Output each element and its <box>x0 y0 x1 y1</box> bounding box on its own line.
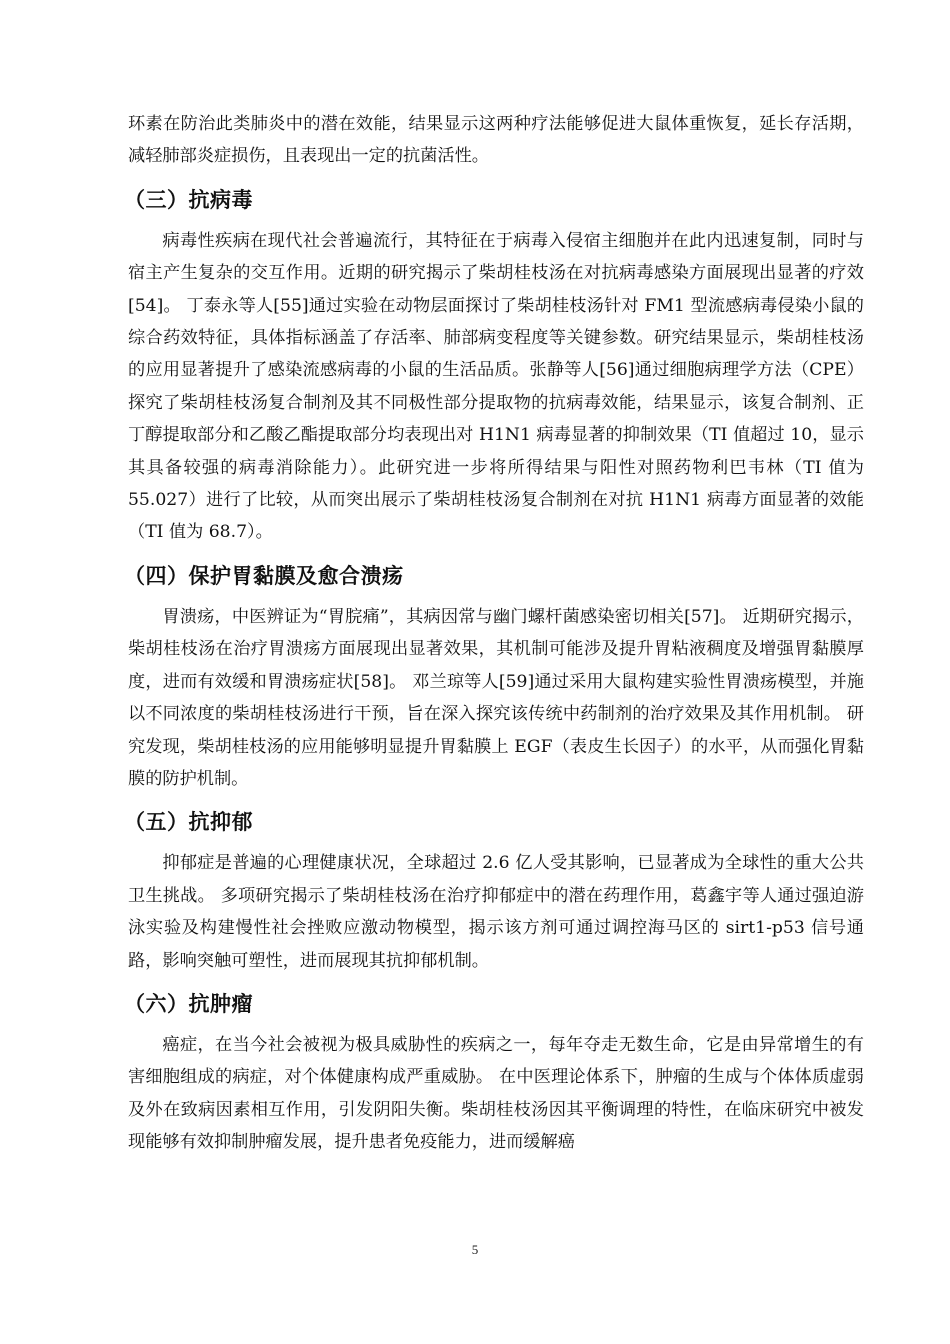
section-heading-antidepressant: （五）抗抑郁 <box>124 810 253 835</box>
section-body-antidepressant: 抑郁症是普遍的心理健康状况，全球超过 2.6 亿人受其影响，已显著成为全球性的重大公共卫生挑战。 多项研究揭示了柴胡桂枝汤在治疗抑郁症中的潜在药理作用，葛鑫宇等人通过强迫游泳实验及构建慢性社会挫败应激动物模型，揭示该方剂可通过调控海马区的 sirt1-p53 信号通路，影响突触可塑性，进而展现其抗抑郁机制。 <box>128 853 864 971</box>
page-content <box>124 108 864 1159</box>
continuation-paragraph: 环素在防治此类肺炎中的潜在效能，结果显示这两种疗法能够促进大鼠体重恢复，延长存活期，减轻肺部炎症损伤，且表现出一定的抗菌活性。 <box>128 114 864 167</box>
section-heading-antitumor: （六）抗肿瘤 <box>124 991 253 1016</box>
section-body-antiviral: 病毒性疾病在现代社会普遍流行，其特征在于病毒入侵宿主细胞并在此内迅速复制，同时与宿主产生复杂的交互作用。近期的研究揭示了柴胡桂枝汤在对抗病毒感染方面展现出显著的疗效[54]。 丁泰永等人[55]通过实验在动物层面探讨了柴胡桂枝汤针对 FM1 型流感病毒侵染小鼠的综合药效特征，具体指标涵盖了存活率、肺部病变程度等关键参数。研究结果显示，柴胡桂枝汤的应用显著提升了感染流感病毒的小鼠的生活品质。张静等人[56]通过细胞病理学方法（CPE）探究了柴胡桂枝汤复合制剂及其不同极性部分提取物的抗病毒效能，结果显示，该复合制剂、正丁醇提取部分和乙酸乙酯提取部分均表现出对 H1N1 病毒显著的抑制效果（TI 值超过 10，显示其具备较强的病毒消除能力）。此研究进一步将所得结果与阳性对照药物利巴韦林（TI 值为 55.027）进行了比较，从而突出展示了柴胡桂枝汤复合制剂在对抗 H1N1 病毒方面显著的效能（TI 值为 68.7）。 <box>128 230 864 543</box>
section-heading-antiviral: （三）抗病毒 <box>124 187 253 212</box>
section-heading-gastric: （四）保护胃黏膜及愈合溃疡 <box>124 563 404 588</box>
section-body-gastric: 胃溃疡，中医辨证为“胃脘痛”，其病因常与幽门螺杆菌感染密切相关[57]。 近期研究揭示，柴胡桂枝汤在治疗胃溃疡方面展现出显著效果，其机制可能涉及提升胃粘液稠度及增强胃黏膜厚度，进而有效缓和胃溃疡症状[58]。 邓兰琼等人[59]通过采用大鼠构建实验性胃溃疡模型，并施以不同浓度的柴胡桂枝汤进行干预，旨在深入探究该传统中药制剂的治疗效果及其作用机制。 研究发现，柴胡桂枝汤的应用能够明显提升胃黏膜上 EGF（表皮生长因子）的水平，从而强化胃黏膜的防护机制。 <box>128 606 864 789</box>
section-body-antitumor: 癌症，在当今社会被视为极具威胁性的疾病之一，每年夺走无数生命，它是由异常增生的有害细胞组成的病症，对个体健康构成严重威胁。 在中医理论体系下，肿瘤的生成与个体体质虚弱及外在致病因素相互作用，引发阴阳失衡。柴胡桂枝汤因其平衡调理的特性，在临床研究中被发现能够有效抑制肿瘤发展，提升患者免疫能力，进而缓解癌 <box>128 1034 864 1153</box>
page-number: 5 <box>471 1242 479 1257</box>
